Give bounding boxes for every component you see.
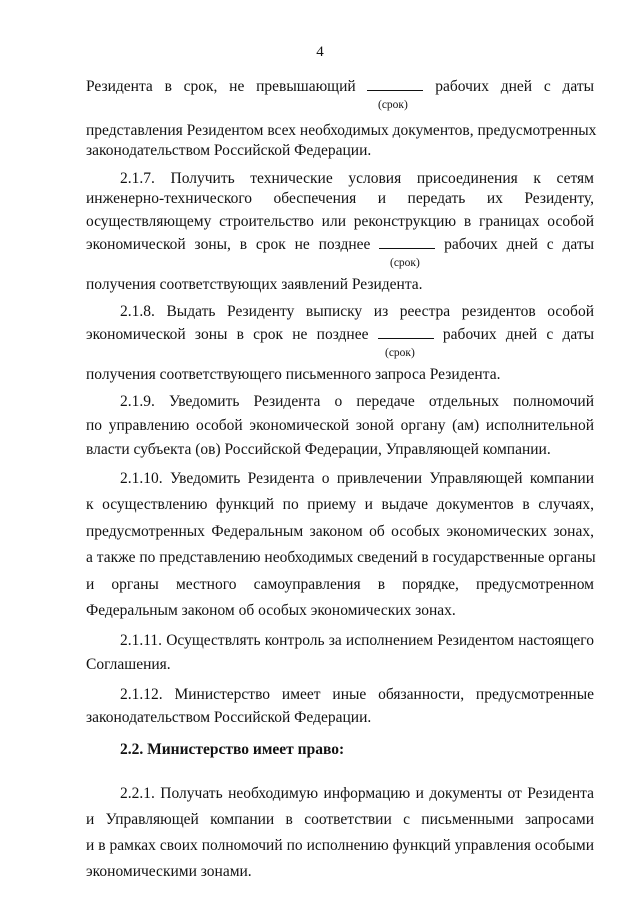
- paragraph-line: власти субъекта (ов) Российской Федерации, Управляющей компании.: [86, 441, 551, 458]
- page-number: 4: [316, 44, 324, 60]
- paragraph-line: [86, 77, 594, 97]
- blank-field: [378, 325, 434, 339]
- text-segment: рабочих дней с даты: [444, 236, 595, 253]
- blank-field: [379, 235, 435, 249]
- paragraph-line: и органы местного самоуправления в порядке, предусмотренном: [86, 576, 594, 593]
- paragraph-line: законодательством Российской Федерации.: [86, 142, 372, 159]
- paragraph-line: и в рамках своих полномочий по исполнению функций управления особыми: [86, 837, 594, 854]
- paragraph-line: предусмотренных Федеральным законом об особых экономических зонах,: [86, 523, 594, 540]
- paragraph-line: а также по представлению необходимых сведений в государственные органы: [86, 549, 596, 566]
- text-segment: рабочих дней с даты: [442, 326, 595, 343]
- section-heading: 2.2. Министерство имеет право:: [120, 741, 345, 758]
- paragraph-line: 2.2.1. Получать необходимую информацию и документы от Резидента: [120, 785, 594, 802]
- blank-caption: (срок): [385, 347, 415, 359]
- paragraph-line: инженерно-технического обеспечения и передать их Резиденту,: [86, 190, 594, 207]
- blank-caption: (срок): [390, 257, 420, 269]
- paragraph-line: 2.1.7. Получить технические условия присоединения к сетям: [120, 170, 594, 187]
- paragraph-line: получения соответствующего письменного запроса Резидента.: [86, 366, 501, 383]
- paragraph-line: 2.1.10. Уведомить Резидента о привлечении Управляющей компании: [120, 470, 594, 487]
- paragraph-line: представления Резидентом всех необходимых документов, предусмотренных: [86, 122, 597, 139]
- paragraph-line: законодательством Российской Федерации.: [86, 709, 372, 726]
- paragraph-line: [86, 325, 594, 345]
- paragraph-line: и Управляющей компании в соответствии с письменными запросами: [86, 811, 594, 828]
- paragraph-line: 2.1.11. Осуществлять контроль за исполнением Резидентом настоящего: [120, 632, 594, 649]
- paragraph-line: экономическими зонами.: [86, 863, 252, 880]
- paragraph-line: 2.1.9. Уведомить Резидента о передаче отдельных полномочий: [120, 393, 594, 410]
- paragraph-line: Федеральным законом об особых экономических зонах.: [86, 602, 456, 619]
- paragraph-line: 2.1.12. Министерство имеет иные обязанности, предусмотренные: [120, 686, 594, 703]
- paragraph-line: получения соответствующих заявлений Резидента.: [86, 276, 423, 293]
- text-segment: экономической зоны, в срок не позднее: [86, 236, 371, 253]
- paragraph-line: Соглашения.: [86, 656, 171, 673]
- blank-caption: (срок): [378, 99, 408, 111]
- text-segment: рабочих дней с даты: [435, 78, 595, 95]
- paragraph-line: [86, 235, 594, 255]
- paragraph-line: по управлению особой экономической зоной органу (ам) исполнительной: [86, 417, 594, 434]
- text-segment: Резидента в срок, не превышающий: [86, 78, 356, 95]
- text-segment: экономической зоны в срок не позднее: [86, 326, 369, 343]
- blank-field: [367, 77, 423, 91]
- paragraph-line: к осуществлению функций по приему и выдаче документов в случаях,: [86, 496, 594, 513]
- paragraph-line: осуществляющему строительство или реконструкцию в границах особой: [86, 213, 594, 230]
- paragraph-line: 2.1.8. Выдать Резиденту выписку из реестра резидентов особой: [120, 303, 594, 320]
